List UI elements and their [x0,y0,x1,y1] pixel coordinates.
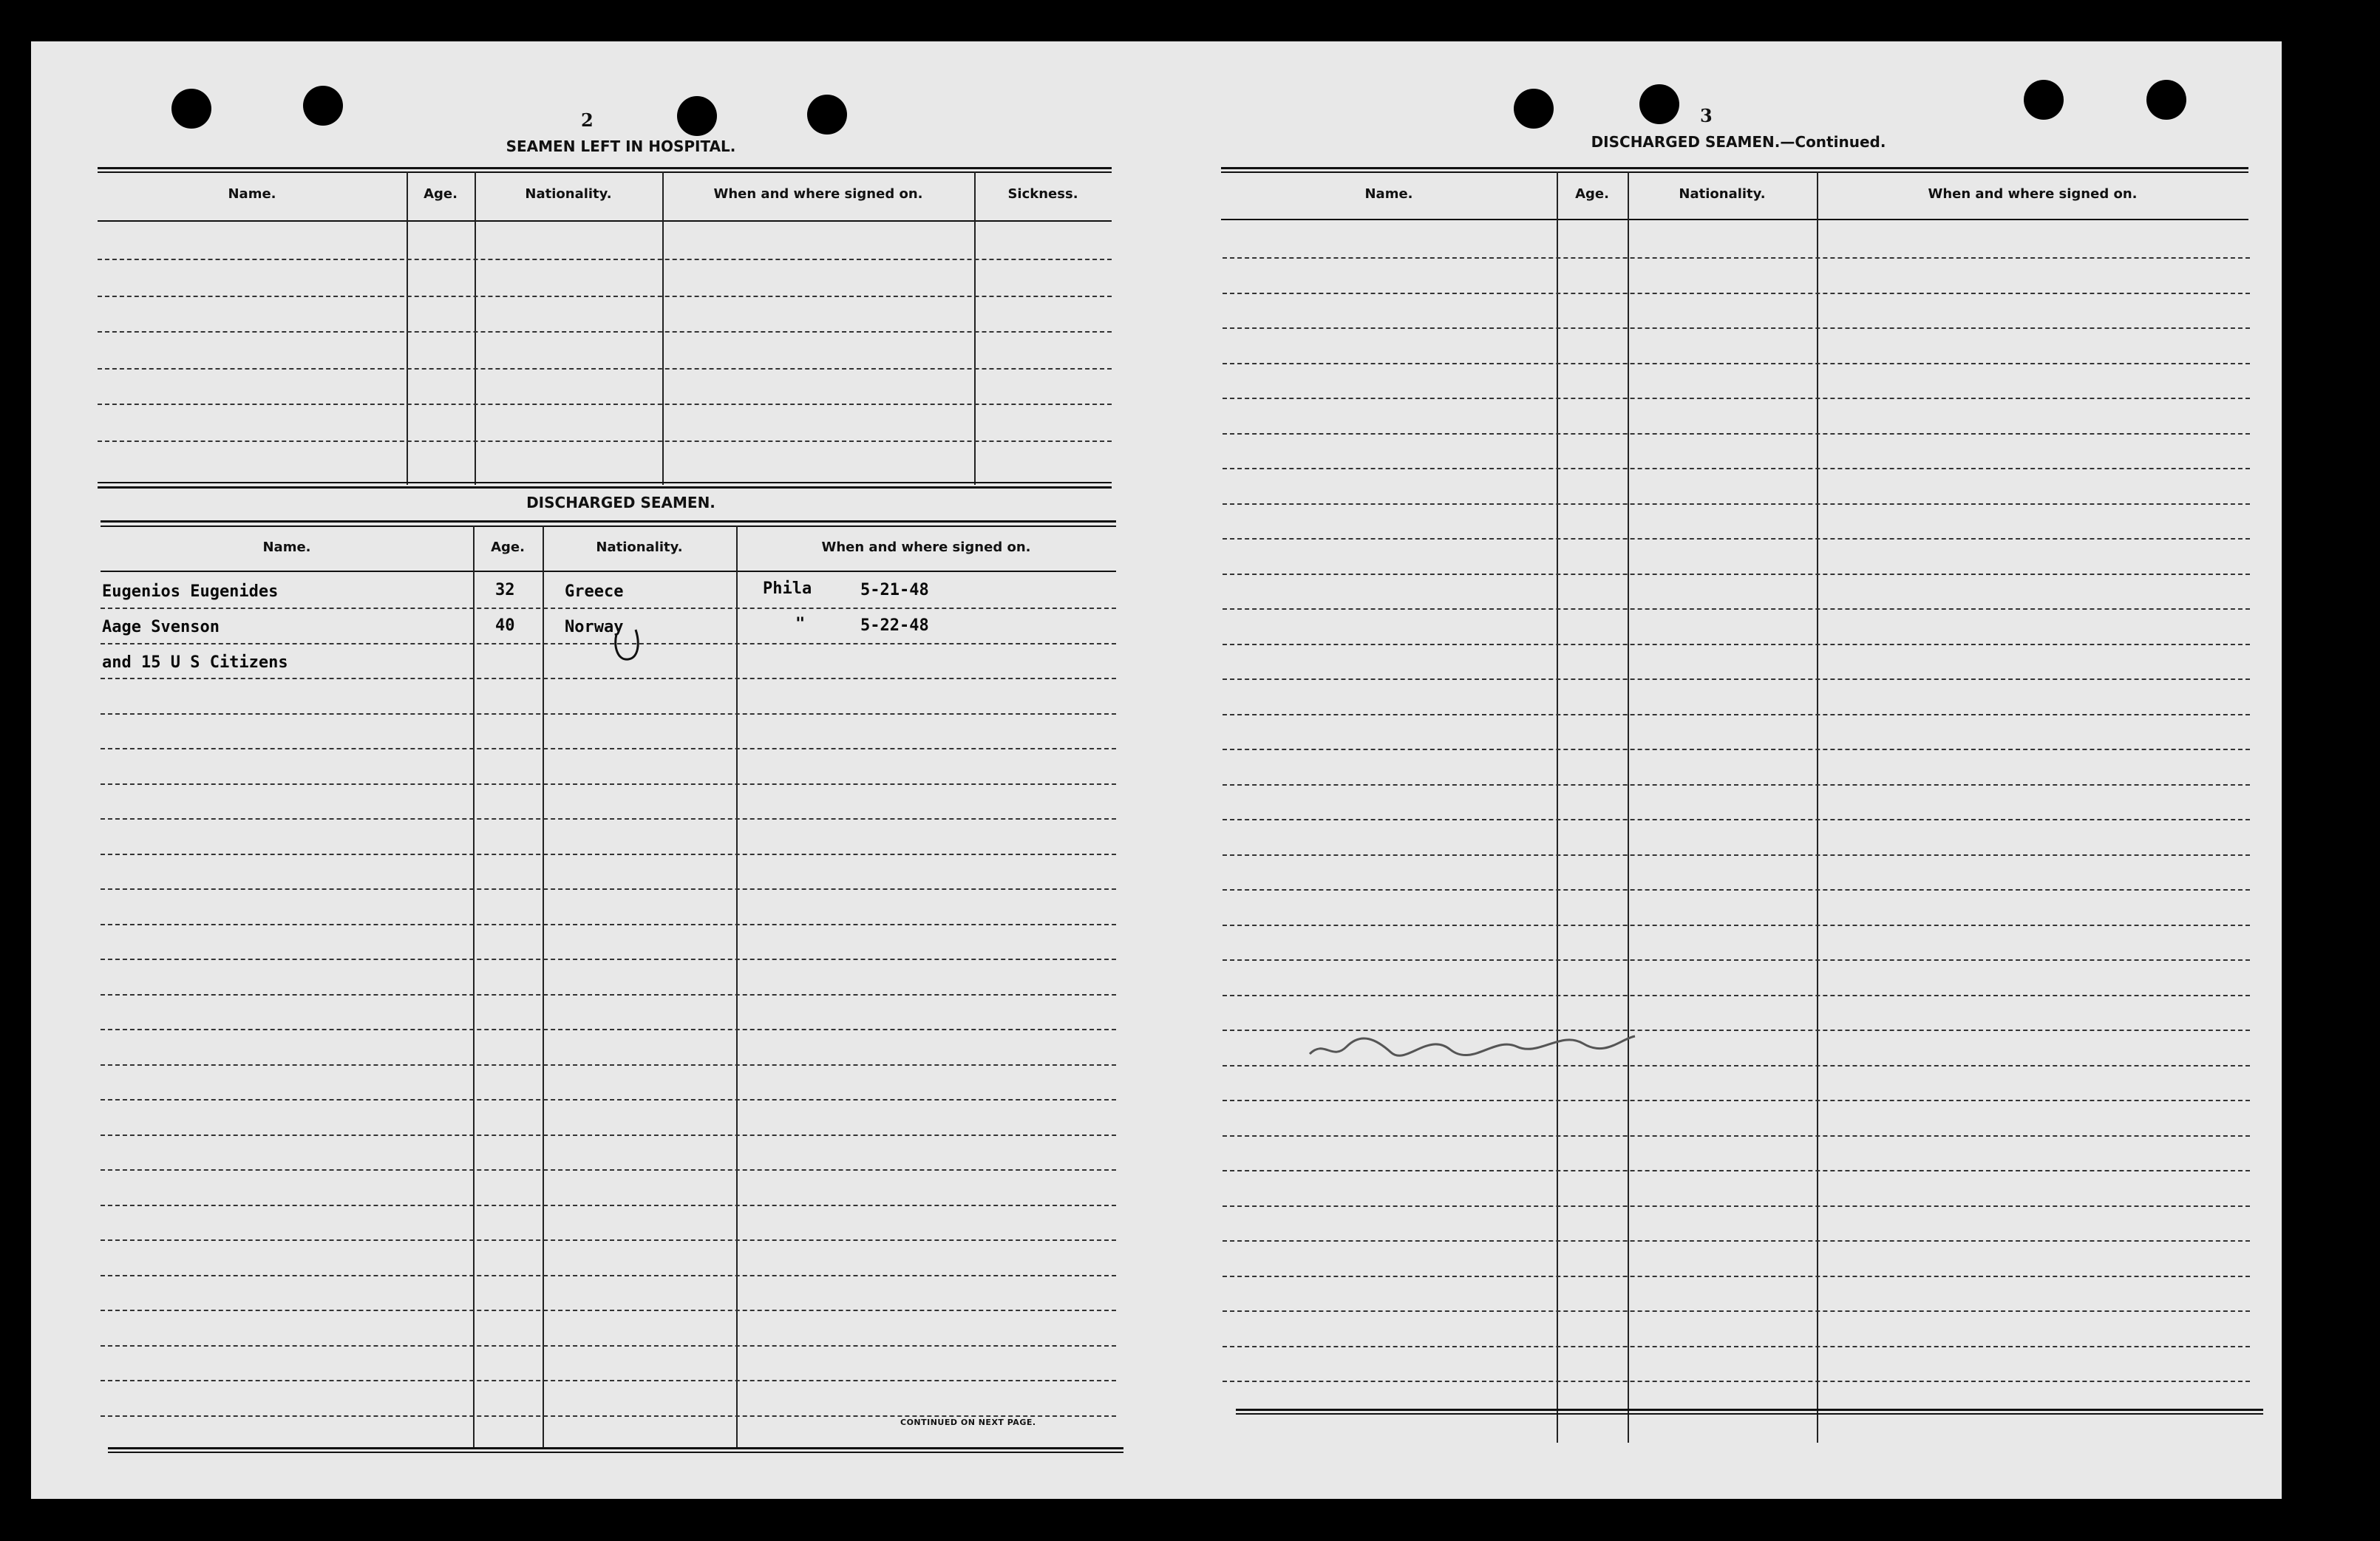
ruled-line [1223,889,2250,891]
ruled-line [101,608,1116,609]
punch-hole [1514,89,1554,129]
ruled-line [1223,1310,2250,1312]
ruled-line [101,713,1116,715]
signed-on-date: 5-21-48 [860,581,929,599]
page-number: 2 [581,109,594,131]
ruled-line [1223,1346,2250,1347]
ruled-line [101,888,1116,890]
ruled-line [101,1415,1116,1417]
ruled-line [101,748,1116,749]
ruled-line [101,959,1116,960]
column-header: When and where signed on. [1928,186,2138,202]
ruled-line [101,1064,1116,1066]
ruled-line [101,1205,1116,1206]
ruled-line [1223,468,2250,469]
seaman-name: Aage Svenson [102,618,220,636]
hospital-section-title: SEAMEN LEFT IN HOSPITAL. [506,137,736,155]
signed-on-date: 5-22-48 [860,616,929,635]
ruled-line [101,1345,1116,1347]
ruled-line [101,1135,1116,1136]
ruled-line [101,1239,1116,1241]
faint-handwriting [1302,1017,1642,1076]
ruled-line [1223,608,2250,610]
seaman-name: Eugenios Eugenides [102,582,279,601]
punch-hole [2024,80,2064,120]
column-header: Name. [262,540,311,555]
ruled-line [1223,714,2250,715]
ruled-line [101,994,1116,996]
column-header: Nationality. [596,540,683,555]
column-header: Sickness. [1007,186,1078,202]
column-header: Age. [424,186,458,202]
column-header: Nationality. [525,186,612,202]
punch-hole [677,96,717,136]
ruled-line [1223,959,2250,961]
ruled-line [1223,257,2250,259]
ruled-line [1223,1240,2250,1242]
column-header: Name. [228,186,276,202]
ruled-line [1223,1170,2250,1171]
seaman-nationality: Norway [565,618,624,636]
ruled-line [1223,327,2250,329]
punch-hole [807,95,847,135]
right-page-title: DISCHARGED SEAMEN.—Continued. [1591,133,1886,151]
signed-on-place: " [795,615,806,633]
ruled-line [101,1169,1116,1171]
ruled-line [1223,678,2250,680]
ruled-line [101,924,1116,925]
ruled-line [1223,995,2250,996]
page-number: 3 [1700,105,1713,126]
ruled-line [1223,363,2250,364]
ruled-line [101,678,1116,679]
ruled-line [101,1310,1116,1311]
column-header: Nationality. [1679,186,1766,202]
ruled-line [1223,503,2250,505]
ruled-line [1223,784,2250,786]
ruled-line [101,1380,1116,1381]
column-header: Name. [1364,186,1413,202]
ruled-line [1223,1276,2250,1277]
column-header: When and where signed on. [713,186,923,202]
ruled-line [1223,854,2250,856]
ruled-line [101,854,1116,855]
ruled-line [1223,644,2250,645]
continued-on-next-page: CONTINUED ON NEXT PAGE. [900,1418,1036,1427]
ruled-line [101,1099,1116,1101]
seaman-name: and 15 U S Citizens [102,653,288,672]
punch-hole [171,89,211,129]
ruled-line [1223,1381,2250,1382]
discharged-section-title: DISCHARGED SEAMEN. [526,494,715,511]
seaman-age: 40 [495,616,515,635]
column-header: Age. [491,540,525,555]
ruled-line [1223,1100,2250,1101]
ruled-line [1223,538,2250,540]
signed-on-place: Phila [763,579,812,598]
seaman-age: 32 [495,581,515,599]
ruled-line [1223,1135,2250,1137]
ruled-line [101,783,1116,785]
ruled-line [1223,574,2250,575]
ruled-line [1223,749,2250,750]
ruled-line [1223,433,2250,435]
seaman-nationality: Greece [565,582,624,601]
ruled-line [101,818,1116,820]
ruled-line [101,1029,1116,1030]
column-header: When and where signed on. [821,540,1031,555]
ruled-line [1223,398,2250,399]
ruled-line [101,643,1116,644]
ruled-line [1223,819,2250,820]
ruled-line [1223,293,2250,294]
document-sheet [31,41,2282,1499]
ruled-line [101,1275,1116,1276]
punch-hole [1639,84,1679,124]
column-header: Age. [1575,186,1609,202]
ruled-line [1223,925,2250,926]
ruled-line [1223,1205,2250,1207]
punch-hole [2146,80,2186,120]
punch-hole [303,86,343,126]
handwritten-check-mark [611,625,647,670]
